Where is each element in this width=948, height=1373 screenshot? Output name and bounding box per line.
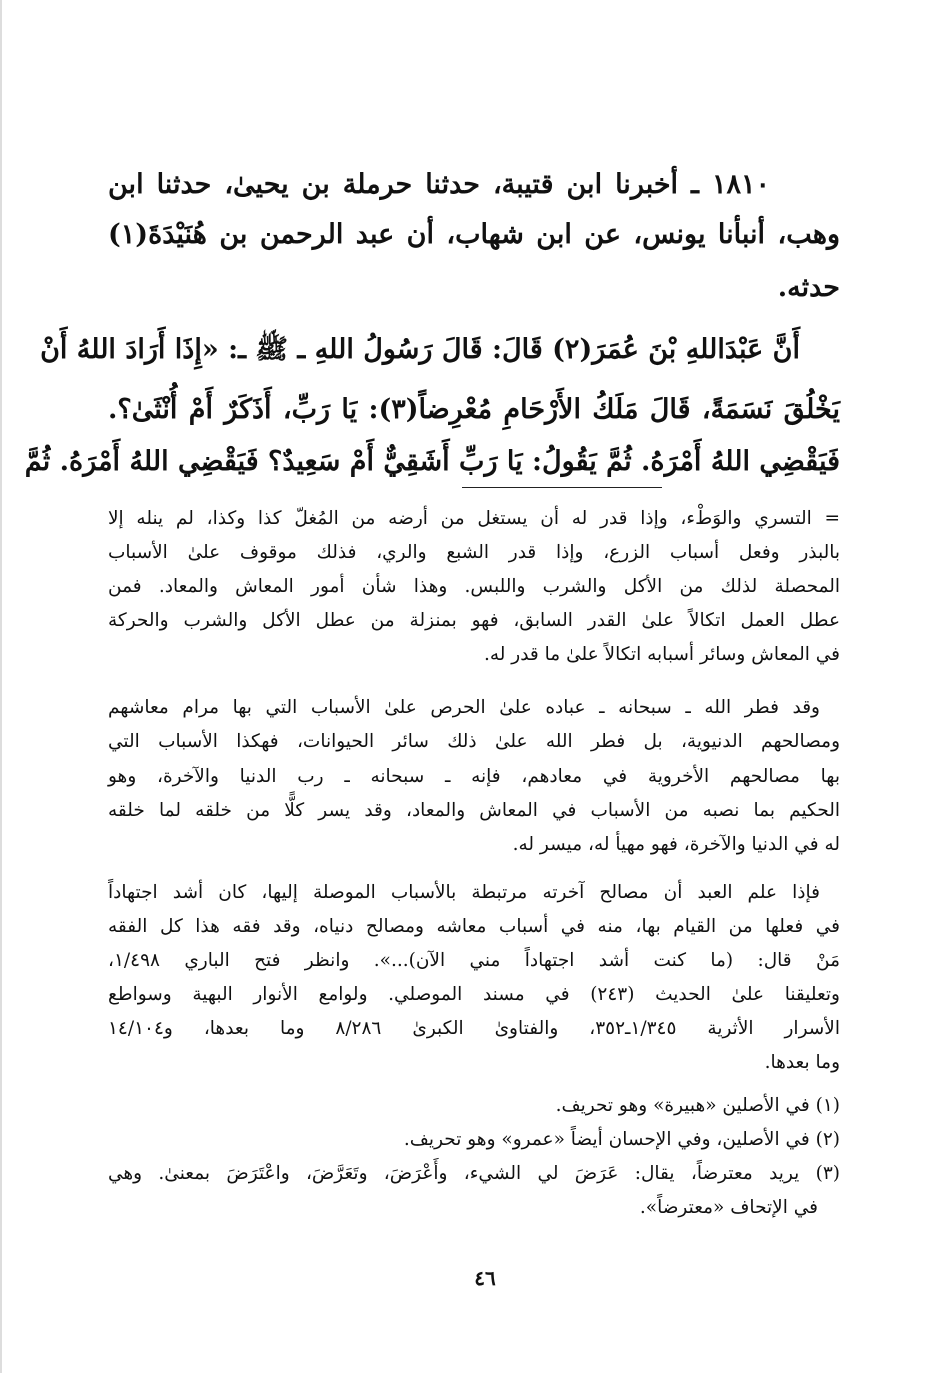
footnote-line: في المعاش وسائر أسبابه اتكالاً علىٰ ما قدر له.	[483, 644, 840, 665]
text-line: ١٨١٠ ـ أخبرنا ابن قتيبة، حدثنا حرملة بن يحيىٰ، حدثنا ابن	[108, 169, 770, 200]
footnote-line: عطل العمل اتكالاً علىٰ القدر السابق، فهو بمنزلة من عطل الأكل والشرب والحركة	[108, 610, 840, 631]
page-edge	[0, 0, 2, 1373]
footnote-line: ومصالحهم الدنيوية، بل فطر الله علىٰ ذلك سائر الحيوانات، فهكذا الأسباب التي	[108, 731, 840, 752]
footnote-line: مَنْ قال: (ما كنت أشد اجتهاداً مني الآن)...». وانظر فتح الباري ١/٤٩٨،	[108, 950, 840, 971]
footnote-line: الحكيم بما نصبه من الأسباب في المعاش والمعاد، وقد يسر كلًّا من خلقه لما خلقه	[108, 800, 840, 821]
text-line: يَخْلُقَ نَسَمَةً، قَالَ مَلَكُ الأَرْحَامِ مُعْرِضاً(٣): يَا رَبِّ، أَذَكَرٌ أَمْ أُنْثَىٰ؟.	[108, 394, 840, 425]
footnote-line: في فعلها من القيام بها، منه في أسباب معاشه ومصالح دنياه، وقد فقه هذا كل الفقه	[108, 916, 840, 937]
footnote-line: وتعليقنا علىٰ الحديث (٢٤٣) في مسند الموصلي. ولوامع الأنوار البهية وسواطع	[108, 984, 840, 1005]
text-line: فَيَقْضِي اللهُ أَمْرَهُ. ثُمَّ يَقُولُ: يَا رَبِّ أَشَقِيٌّ أَمْ سَعِيدٌ؟ فَيَقْضِي اللهُ أَمْرَهُ. ثُمَّ	[24, 446, 840, 477]
footnote-line: (٢) في الأصلين، وفي الإحسان أيضاً «عمرو» وهو تحريف.	[403, 1129, 840, 1150]
footnote-line: في الإتحاف «معترضاً».	[639, 1197, 818, 1218]
text-line: حدثه.	[777, 272, 840, 303]
page-number: ٤٦	[474, 1266, 496, 1290]
footnote-line: وما بعدها.	[764, 1052, 840, 1073]
footnote-line: له في الدنيا والآخرة، فهو مهيأ له، ميسر له.	[512, 834, 840, 855]
footnote-line: بها مصالحهم الأخروية في معادهم، فإنه ـ سبحانه ـ رب الدنيا والآخرة، وهو	[108, 766, 840, 787]
text-line: وهب، أنبأنا يونس، عن ابن شهاب، أن عبد الرحمن بن هُنَيْدَةَ(١)	[108, 219, 840, 250]
footnote-line: فإذا علم العبد أن مصالح آخرته مرتبطة بالأسباب الموصلة إليها، كان أشد اجتهاداً	[108, 882, 820, 903]
footnote-line: (١) في الأصلين «هبيرة» وهو تحريف.	[555, 1095, 840, 1116]
footnote-line: وقد فطر الله ـ سبحانه ـ عباده علىٰ الحرص علىٰ الأسباب التي بها مرام معاشهم	[108, 697, 820, 718]
footnote-line: الأسرار الأثرية ١/٣٤٥ـ٣٥٢، والفتاوىٰ الكبرىٰ ٨/٢٨٦ وما بعدها، و١٤/١٠٤	[108, 1018, 840, 1039]
footnote-line: = التسري والوَطْء، وإذا قدر له أن يستغل من أرضه من المُغلّ كذا وكذا، لم ينله إلا	[108, 508, 840, 529]
footnote-line: بالبذر وفعل أسباب الزرع، وإذا قدر الشبع والري، فذلك موقوف علىٰ الأسباب	[108, 542, 840, 563]
footnote-line: المحصلة لذلك من الأكل والشرب واللبس. وهذا شأن أمور المعاش والمعاد. فمن	[108, 576, 840, 597]
footnote-line: (٣) يريد معترضاً، يقال: عَرَضَ لي الشيء، وأَعْرَضَ، وتَعَرَّضَ، واعْتَرَضَ بمعنىٰ. وهي	[108, 1163, 840, 1184]
footnote-separator	[462, 487, 662, 488]
text-line: أَنَّ عَبْدَاللهِ بْنَ عُمَرَ(٢) قَالَ: قَالَ رَسُولُ اللهِ ـ ﷺ ـ: «إِذَا أَرَادَ اللهُ أَنْ	[40, 334, 800, 365]
